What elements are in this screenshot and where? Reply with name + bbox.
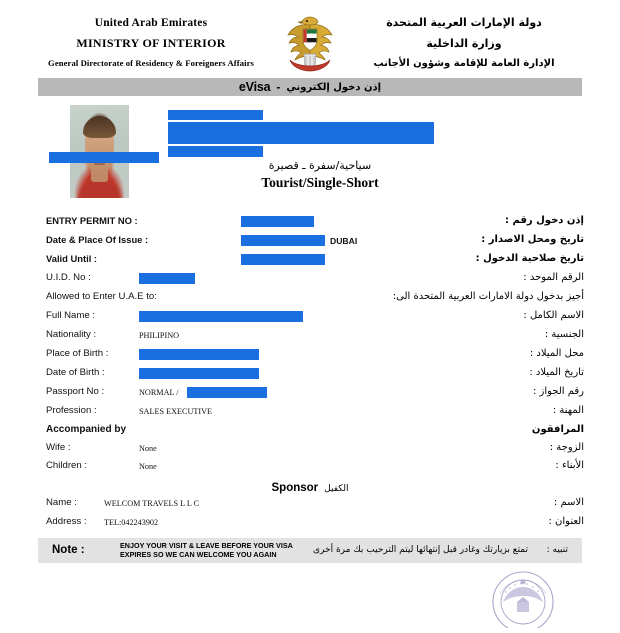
redaction-bar-name-line3 (168, 146, 263, 157)
sponsor-label-name: Name : (46, 497, 77, 508)
field-row-allowed-to-enter (0, 290, 620, 309)
redaction-date-issue (241, 235, 325, 246)
field-arabic-entry-permit-no: إذن دخول رقم : (505, 215, 584, 226)
field-label-passport-no: Passport No : (46, 386, 105, 397)
field-row-entry-permit-no (0, 214, 620, 233)
field-row-children (0, 459, 620, 477)
field-label-wife: Wife : (46, 442, 71, 453)
redaction-passport-no (187, 387, 267, 398)
field-label-date-place-issue: Date & Place Of Issue : (46, 234, 149, 245)
field-row-wife (0, 441, 620, 459)
field-label-entry-permit-no: ENTRY PERMIT NO : (46, 215, 138, 226)
note-english-line1: ENJOY YOUR VISIT & LEAVE BEFORE YOUR VISA (120, 541, 293, 550)
field-label-full-name: Full Name : (46, 310, 96, 321)
document-header (0, 0, 620, 76)
field-label-allowed-to-enter: Allowed to Enter U.A.E to: (46, 291, 157, 302)
header-country-en: United Arab Emirates (94, 17, 208, 29)
field-arabic-date-place-issue: تاريخ ومحل الاصدار : (481, 234, 584, 245)
redaction-date-of-birth (139, 368, 259, 379)
header-directorate-en: General Directorate of Residency & Foreigners Affairs (48, 58, 254, 68)
sponsor-field-list (0, 496, 620, 534)
sponsor-value-address: TEL:042243902 (104, 518, 159, 527)
official-round-stamp-icon (487, 568, 559, 628)
note-arabic-label: تنبيه : (546, 545, 568, 555)
field-row-date-place-issue (0, 233, 620, 252)
redaction-entry-permit-no (241, 216, 314, 227)
field-value-wife: None (139, 444, 157, 453)
sponsor-heading-ar: الكفيل (324, 484, 349, 494)
field-label-uid-no: U.I.D. No : (46, 272, 91, 283)
redaction-place-of-birth (139, 349, 259, 360)
field-arabic-nationality: الجنسية : (544, 329, 584, 340)
header-ministry-ar: وزارة الداخلية (426, 37, 502, 50)
redaction-bar-name-line1 (168, 110, 263, 120)
note-label: Note : (52, 544, 85, 556)
field-row-place-of-birth (0, 347, 620, 366)
sponsor-row-name (0, 496, 620, 515)
field-arabic-wife: الزوجة : (549, 442, 584, 453)
redaction-valid-until (241, 254, 325, 265)
photo-mouth (94, 163, 105, 165)
redaction-full-name (139, 311, 303, 322)
field-arabic-passport-no: رقم الجواز : (532, 386, 584, 397)
visa-type-block (236, 158, 404, 192)
field-arabic-profession: المهنة : (552, 405, 584, 416)
note-bar (38, 538, 582, 563)
field-row-date-of-birth (0, 366, 620, 385)
field-row-passport-no (0, 385, 620, 404)
note-english-line2: EXPIRES SO WE CAN WELCOME YOU AGAIN (120, 549, 277, 559)
field-label-valid-until: Valid Until : (46, 253, 98, 264)
field-value-nationality: PHILIPINO (139, 331, 180, 340)
sponsor-heading-en: Sponsor (271, 482, 319, 494)
header-country-ar: دولة الإمارات العربية المتحدة (386, 16, 542, 29)
field-arabic-uid-no: الرقم الموحد : (523, 272, 584, 283)
section-heading-accompanied-by-ar: المرافقون (531, 424, 584, 435)
field-label-profession: Profession : (46, 405, 97, 416)
field-arabic-date-of-birth: تاريخ الميلاد : (529, 367, 584, 378)
evisa-title-ar: إذن دخول إلكتروني (286, 81, 382, 93)
sponsor-heading (0, 478, 620, 496)
field-value-children: None (139, 462, 157, 471)
field-row-nationality (0, 328, 620, 347)
field-arabic-allowed-to-enter: أجيز بدخول دولة الامارات العربية المتحدة الى: (392, 291, 584, 302)
sponsor-value-name: WELCOM TRAVELS L L C (104, 499, 200, 508)
field-arabic-place-of-birth: محل الميلاد : (529, 348, 584, 359)
field-row-uid-no (0, 271, 620, 290)
evisa-title-bar (38, 78, 582, 96)
header-directorate-ar: الإدارة العامة للإقامة وشؤون الأجانب (373, 58, 555, 69)
field-arabic-full-name: الاسم الكامل : (523, 310, 584, 321)
field-arabic-valid-until: تاريخ صلاحية الدخول : (475, 253, 584, 264)
field-row-full-name (0, 309, 620, 328)
sponsor-row-address (0, 515, 620, 534)
field-value-passport-type: NORMAL / (139, 388, 179, 397)
redaction-uid-no (139, 273, 195, 284)
sponsor-arabic-name: الاسم : (553, 497, 584, 508)
sponsor-label-address: Address : (46, 516, 87, 527)
field-list (0, 214, 620, 477)
field-label-place-of-birth: Place of Birth : (46, 348, 109, 359)
field-value-profession: SALES EXECUTIVE (139, 407, 212, 416)
evisa-title-en: eVisa (238, 80, 271, 94)
field-arabic-children: الأبناء : (555, 460, 584, 471)
note-arabic-text: تمتع بزيارتك وغادر قبل إنتهائها ليتم الترحيب بك مرة أخرى (313, 545, 528, 555)
sponsor-arabic-address: العنوان : (548, 516, 584, 527)
field-label-nationality: Nationality : (46, 329, 97, 340)
field-row-valid-until (0, 252, 620, 271)
header-ministry-en: MINISTRY OF INTERIOR (76, 36, 226, 50)
visa-type-en: Tourist/Single-Short (261, 175, 379, 190)
header-english-block (36, 14, 266, 73)
field-row-accompanied-by (0, 423, 620, 441)
redaction-bar-eyes (49, 152, 159, 163)
field-label-date-of-birth: Date of Birth : (46, 367, 105, 378)
uae-falcon-emblem-icon (282, 13, 338, 73)
evisa-title-dash: - (276, 80, 281, 94)
field-value-place-of-issue: DUBAI (330, 236, 358, 246)
redaction-bar-name-line2 (168, 122, 434, 144)
section-heading-accompanied-by: Accompanied by (46, 424, 127, 435)
note-english-text (120, 542, 293, 559)
field-row-profession (0, 404, 620, 423)
field-label-children: Children : (46, 460, 88, 471)
header-arabic-block (344, 13, 584, 74)
visa-type-ar: سياحية/سفرة ـ قصيرة (268, 159, 372, 172)
